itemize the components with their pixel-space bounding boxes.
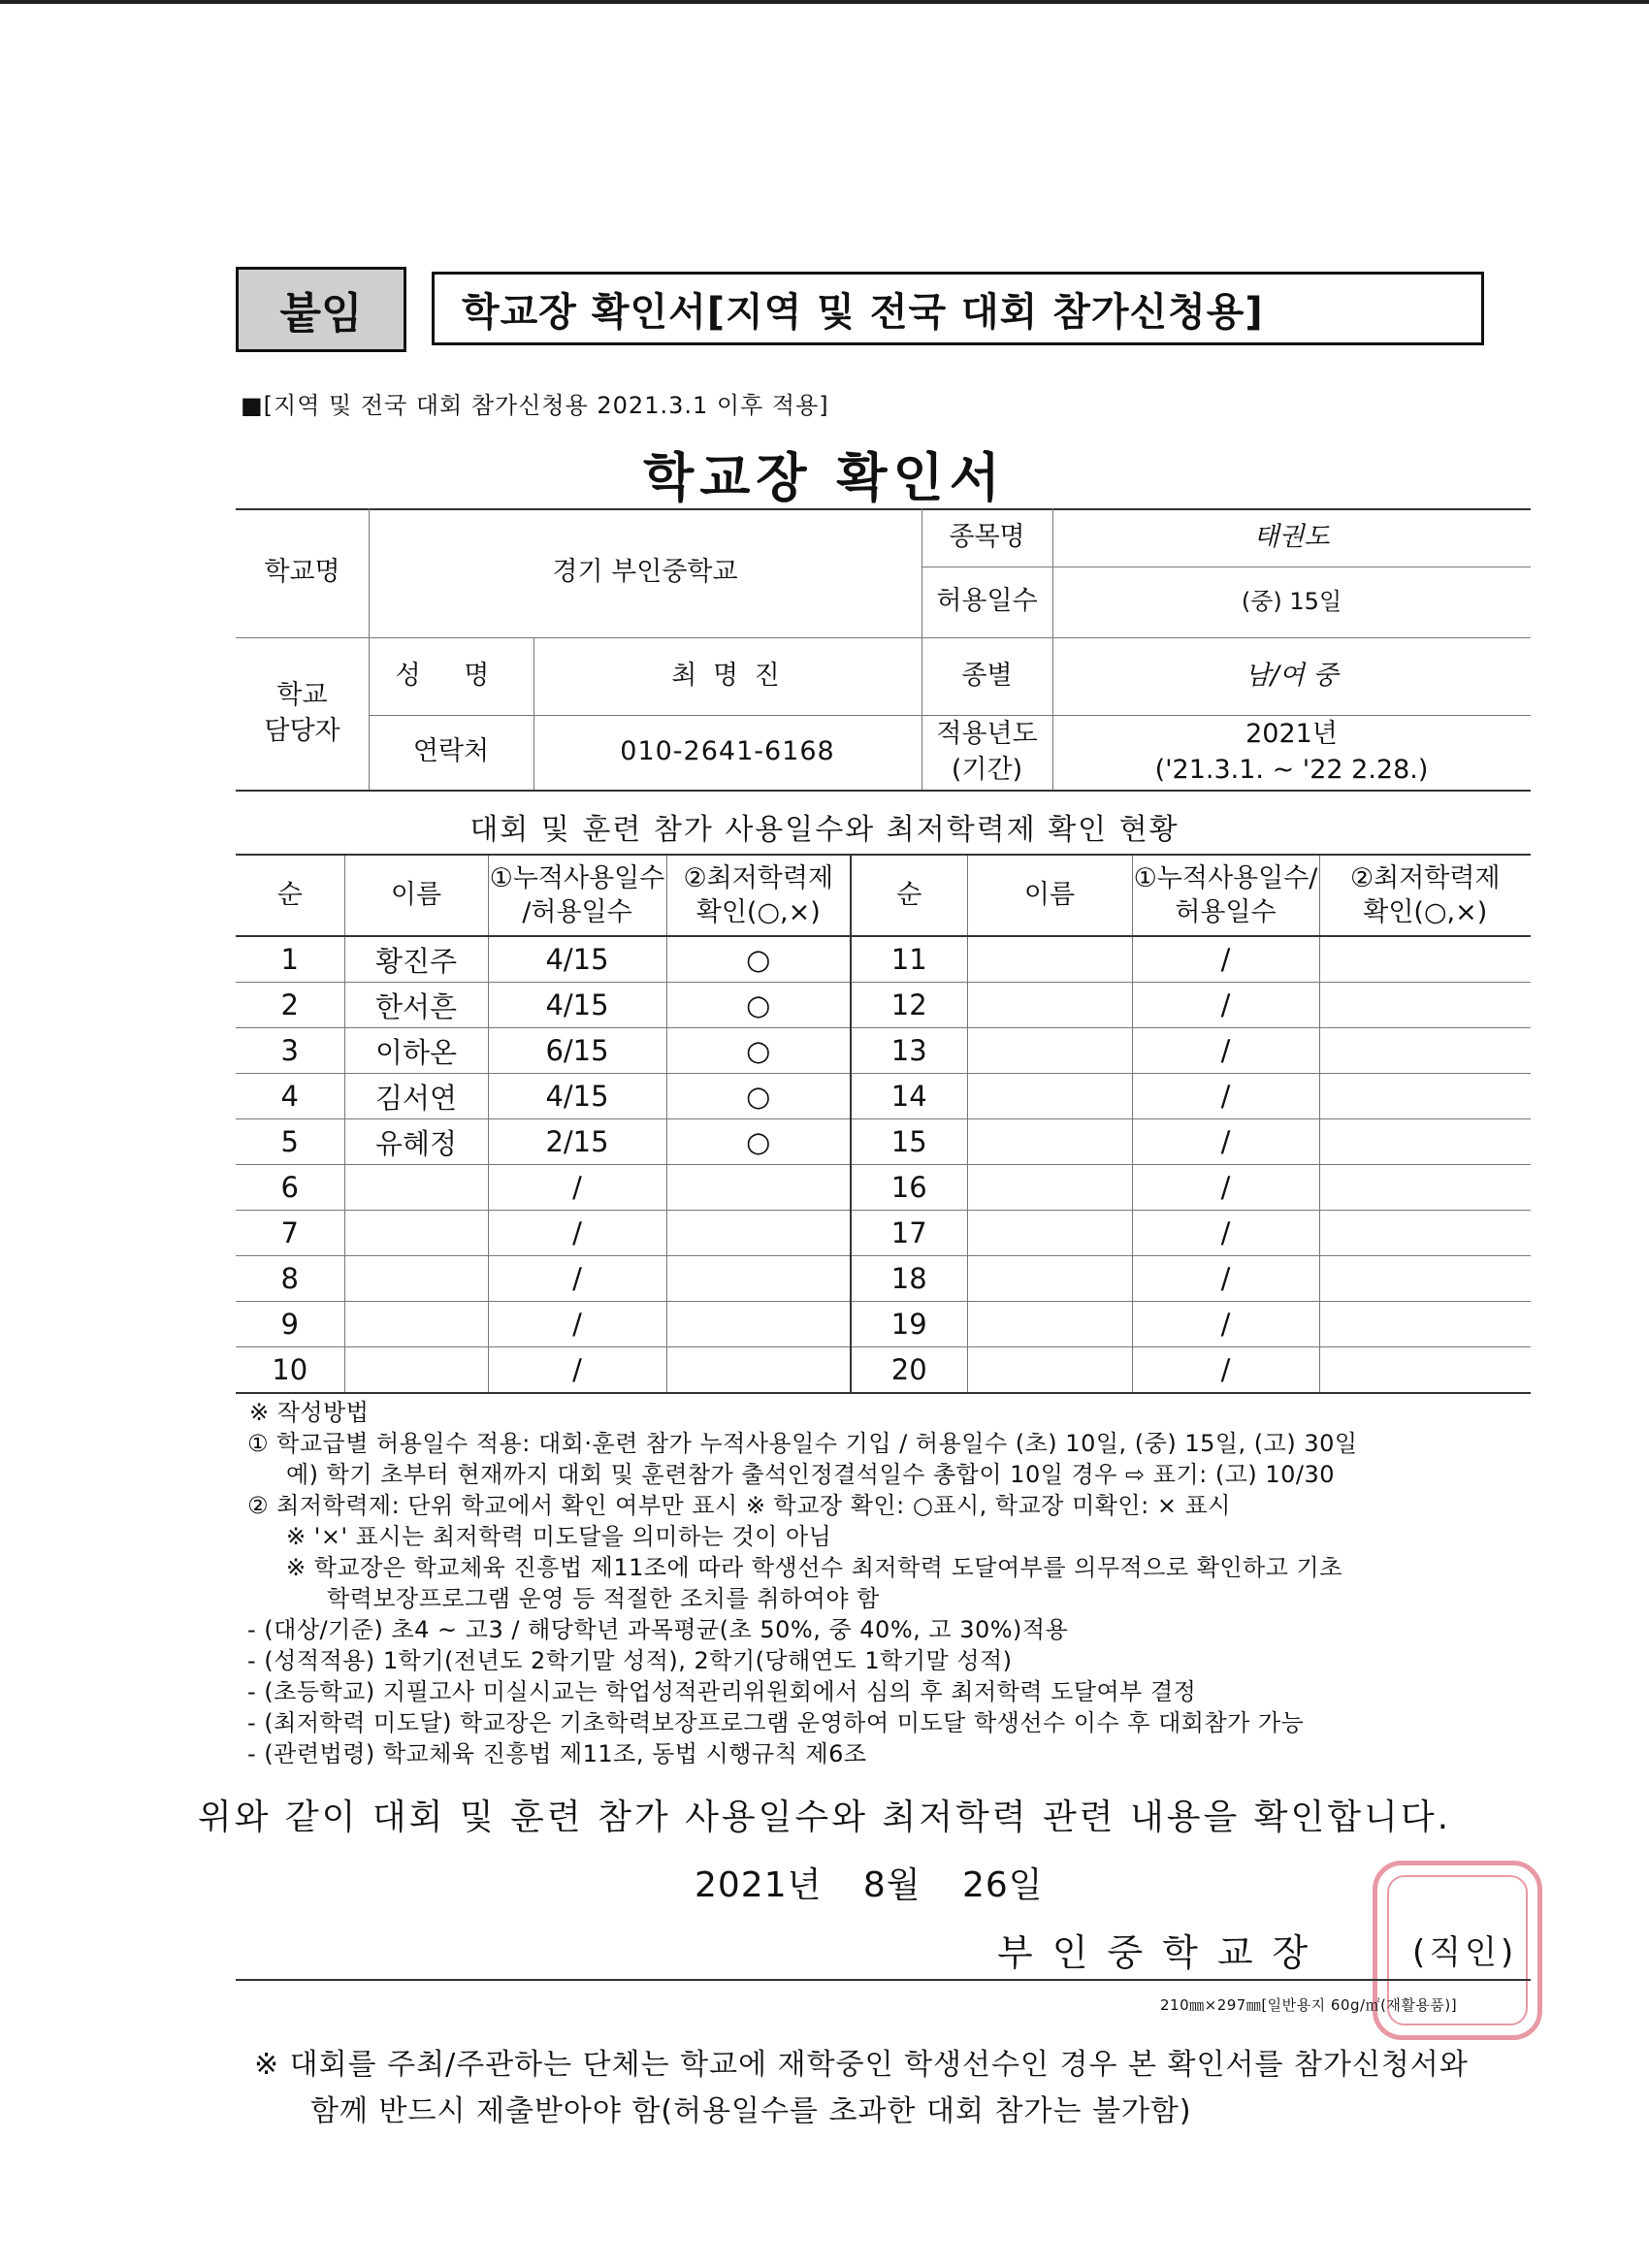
- document-title: 학교장 확인서: [643, 447, 1006, 508]
- applicability-note: ■[지역 및 전국 대회 참가신청용 2021.3.1 이후 적용]: [241, 392, 829, 419]
- row-no: 8: [236, 1256, 344, 1302]
- row-days: 4/15: [488, 1074, 666, 1119]
- row-check-right: [1319, 1028, 1531, 1074]
- row-check: ○: [666, 1074, 851, 1119]
- bottom-rule: [236, 1979, 1531, 1981]
- row-name-right: [967, 1028, 1132, 1074]
- footer-line-2: 함께 반드시 제출받아야 함(허용일수를 초과한 대회 참가는 불가함): [310, 2094, 1192, 2128]
- row-name-right: [967, 936, 1132, 983]
- detail-1: - (대상/기준) 초4 ~ 고3 / 해당학년 과목평균(초 50%, 중 40%, 고 30%)적용: [247, 1616, 1069, 1643]
- row-check-right: [1319, 1165, 1531, 1211]
- row-name-right: [967, 1119, 1132, 1165]
- row-days-right: /: [1132, 983, 1319, 1028]
- row-days-right: /: [1132, 1165, 1319, 1211]
- staff-label: 학교 담당자: [264, 680, 340, 746]
- note-1-example: 예) 학기 초부터 현재까지 대회 및 훈련참가 출석인정결석일수 총합이 10일 경우 ⇨ 표기: (고) 10/30: [286, 1461, 1336, 1488]
- row-no-right: 14: [851, 1074, 967, 1119]
- confirmation-statement: 위와 같이 대회 및 훈련 참가 사용일수와 최저학력 관련 내용을 확인합니다.: [197, 1798, 1452, 1837]
- allow-label: 허용일수: [936, 586, 1038, 617]
- table-row: [236, 983, 1531, 1028]
- table-row: [236, 1119, 1531, 1165]
- row-no: 3: [236, 1028, 344, 1074]
- table-row: [236, 1211, 1531, 1256]
- row-no: 6: [236, 1165, 344, 1211]
- header-name: 이름: [344, 855, 488, 936]
- row-check-right: [1319, 936, 1531, 983]
- row-no-right: 12: [851, 983, 967, 1028]
- row-days: 6/15: [488, 1028, 666, 1074]
- name-label: 성 명: [395, 660, 507, 691]
- row-check-right: [1319, 1347, 1531, 1394]
- row-name-right: [967, 1256, 1132, 1302]
- row-no: 7: [236, 1211, 344, 1256]
- detail-3: - (초등학교) 지필고사 미실시교는 학업성적관리위원회에서 심의 후 최저학력 도달여부 결정: [247, 1678, 1197, 1705]
- scan-edge: [0, 0, 1649, 4]
- row-name: [344, 1211, 488, 1256]
- row-days: /: [488, 1302, 666, 1347]
- row-no: 5: [236, 1119, 344, 1165]
- row-name: 한서흔: [344, 983, 488, 1028]
- table-row: [236, 1165, 1531, 1211]
- row-check: [666, 1302, 851, 1347]
- row-name: [344, 1256, 488, 1302]
- row-no: 9: [236, 1302, 344, 1347]
- detail-2: - (성적적용) 1학기(전년도 2학기말 성적), 2학기(당해연도 1학기말 성적): [247, 1647, 1013, 1674]
- issue-date: 2021년 8월 26일: [695, 1865, 1044, 1905]
- row-days-right: /: [1132, 1028, 1319, 1074]
- contact-label: 연락처: [412, 736, 490, 767]
- header-title: 학교장 확인서[지역 및 전국 대회 참가신청용]: [432, 272, 1484, 345]
- note-1: ① 학교급별 허용일수 적용: 대회·훈련 참가 누적사용일수 기입 / 허용일수 (초) 10일, (중) 15일, (고) 30일: [247, 1430, 1358, 1457]
- row-days-right: /: [1132, 1347, 1319, 1394]
- row-check: ○: [666, 1028, 851, 1074]
- table-row: [236, 936, 1531, 983]
- row-no: 4: [236, 1074, 344, 1119]
- row-days-right: /: [1132, 1302, 1319, 1347]
- row-name-right: [967, 983, 1132, 1028]
- row-days: /: [488, 1211, 666, 1256]
- row-days-right: /: [1132, 1256, 1319, 1302]
- note-2-b: ※ 학교장은 학교체육 진흥법 제11조에 따라 학생선수 최저학력 도달여부를 의무적으로 확인하고 기초: [286, 1554, 1342, 1581]
- row-days: /: [488, 1347, 666, 1394]
- allow-value: (중) 15일: [1241, 588, 1342, 616]
- row-days: /: [488, 1165, 666, 1211]
- row-no-right: 11: [851, 936, 967, 983]
- row-name: 유혜정: [344, 1119, 488, 1165]
- paper-spec: 210㎜×297㎜[일반용지 60g/㎡(재활용품)]: [1160, 1996, 1458, 2014]
- section-title: 대회 및 훈련 참가 사용일수와 최저학력제 확인 현황: [469, 813, 1180, 847]
- row-name-right: [967, 1302, 1132, 1347]
- note-2-c: 학력보장프로그램 운영 등 적절한 조치를 취하여야 함: [327, 1585, 880, 1612]
- row-check: [666, 1211, 851, 1256]
- school-value: 경기 부인중학교: [552, 557, 738, 588]
- row-no-right: 19: [851, 1302, 967, 1347]
- header-days-right: ①누적사용일수/ 허용일수: [1132, 855, 1319, 936]
- name-value: 최 명 진: [671, 660, 784, 691]
- instructions: [247, 1397, 1537, 1769]
- row-no-right: 17: [851, 1211, 967, 1256]
- row-days: 4/15: [488, 983, 666, 1028]
- row-check-right: [1319, 1119, 1531, 1165]
- header-days: ①누적사용일수 /허용일수: [488, 855, 666, 936]
- header-min: ②최저학력제 확인(○,×): [666, 855, 851, 936]
- row-name-right: [967, 1347, 1132, 1394]
- row-days-right: /: [1132, 1211, 1319, 1256]
- school-label: 학교명: [264, 557, 340, 588]
- note-2-a: ※ '×' 표시는 최저학력 미도달을 의미하는 것이 아님: [286, 1523, 832, 1550]
- row-days-right: /: [1132, 936, 1319, 983]
- table-row: [236, 1074, 1531, 1119]
- row-name: [344, 1165, 488, 1211]
- note-2: ② 최저학력제: 단위 학교에서 확인 여부만 표시 ※ 학교장 확인: ○표시, 학교장 미확인: × 표시: [247, 1492, 1231, 1519]
- row-check-right: [1319, 1211, 1531, 1256]
- row-check: ○: [666, 983, 851, 1028]
- row-days-right: /: [1132, 1074, 1319, 1119]
- row-no-right: 13: [851, 1028, 967, 1074]
- contact-value: 010-2641-6168: [620, 736, 835, 767]
- footer-note: [254, 2042, 1535, 2135]
- table-row: [236, 1347, 1531, 1394]
- row-check-right: [1319, 1302, 1531, 1347]
- header-name-right: 이름: [967, 855, 1132, 936]
- row-check: ○: [666, 936, 851, 983]
- row-check: ○: [666, 1119, 851, 1165]
- row-name: [344, 1347, 488, 1394]
- row-no: 2: [236, 983, 344, 1028]
- row-name-right: [967, 1211, 1132, 1256]
- period-label: 적용년도 (기간): [936, 719, 1038, 785]
- row-days-right: /: [1132, 1119, 1319, 1165]
- row-check-right: [1319, 1074, 1531, 1119]
- detail-5: - (관련법령) 학교체육 진흥법 제11조, 동법 시행규칙 제6조: [247, 1740, 867, 1767]
- row-days: /: [488, 1256, 666, 1302]
- row-check-right: [1319, 983, 1531, 1028]
- category-label: 종별: [961, 660, 1013, 691]
- detail-4: - (최저학력 미도달) 학교장은 기초학력보장프로그램 운영하여 미도달 학생선수 이수 후 대회참가 가능: [247, 1709, 1305, 1736]
- row-no-right: 15: [851, 1119, 967, 1165]
- principal-title: 부인중학교장: [997, 1931, 1328, 1974]
- header-no: 순: [236, 855, 344, 936]
- row-no-right: 20: [851, 1347, 967, 1394]
- row-name: 이하온: [344, 1028, 488, 1074]
- sport-label: 종목명: [949, 521, 1025, 552]
- header-min-right: ②최저학력제 확인(○,×): [1319, 855, 1531, 936]
- row-no-right: 18: [851, 1256, 967, 1302]
- table-row: [236, 1028, 1531, 1074]
- period-value: 2021년 ('21.3.1. ~ '22 2.28.): [1154, 719, 1429, 785]
- row-name: 황진주: [344, 936, 488, 983]
- row-name-right: [967, 1165, 1132, 1211]
- row-no: 1: [236, 936, 344, 983]
- row-no: 10: [236, 1347, 344, 1394]
- row-name: [344, 1302, 488, 1347]
- row-days: 2/15: [488, 1119, 666, 1165]
- row-days: 4/15: [488, 936, 666, 983]
- table-row: [236, 1302, 1531, 1347]
- row-check-right: [1319, 1256, 1531, 1302]
- attachment-tag: 붙임: [236, 267, 406, 352]
- row-name-right: [967, 1074, 1132, 1119]
- participation-table: [236, 854, 1531, 1394]
- seal-label: (직인): [1412, 1933, 1518, 1972]
- sport-value: 태권도: [1253, 521, 1330, 552]
- category-value: 남/여 중: [1245, 660, 1339, 691]
- row-check: [666, 1165, 851, 1211]
- row-no-right: 16: [851, 1165, 967, 1211]
- header-no-right: 순: [851, 855, 967, 936]
- footer-line-1: ※ 대회를 주최/주관하는 단체는 학교에 재학중인 학생선수인 경우 본 확인서를 참가신청서와: [254, 2048, 1469, 2082]
- table-row: [236, 1256, 1531, 1302]
- row-name: 김서연: [344, 1074, 488, 1119]
- row-check: [666, 1347, 851, 1394]
- row-check: [666, 1256, 851, 1302]
- instructions-heading: ※ 작성방법: [249, 1399, 370, 1426]
